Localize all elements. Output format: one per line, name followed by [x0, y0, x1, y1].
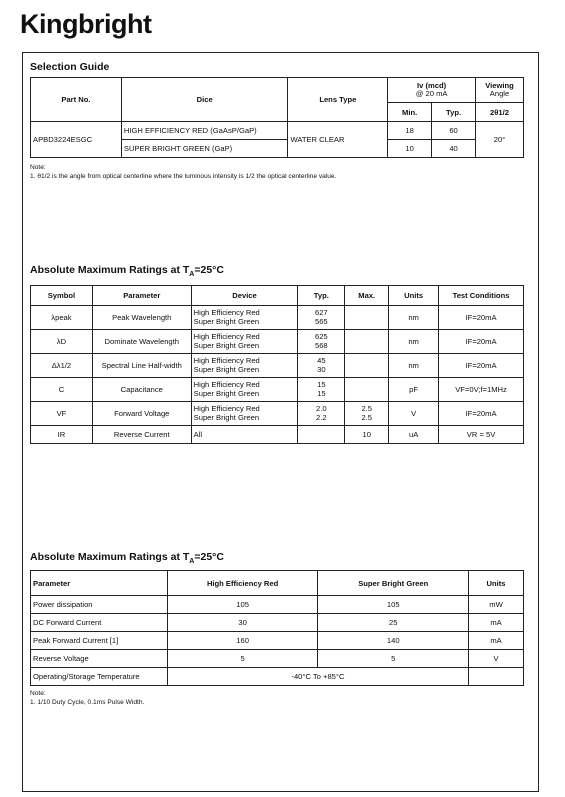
selection-note-text: 1. θ1/2 is the angle from optical centerline where the luminous intensity is 1/2 the optical centerline value.: [30, 173, 337, 180]
rt-hdr-parameter: Parameter: [31, 571, 168, 596]
viewing-angle: 20°: [476, 122, 524, 158]
el-device-1: High Efficiency Red: [193, 332, 260, 341]
el-max: [345, 330, 389, 354]
el-symbol: λpeak: [31, 306, 93, 330]
rt-unit: mW: [469, 596, 524, 614]
hdr-iv-label: Iv (mcd): [417, 80, 447, 90]
el-typ-2: 2.2: [316, 412, 327, 422]
el-cond: IF=20mA: [439, 402, 524, 426]
ratings-title: [30, 551, 224, 565]
el-device-2: Super Bright Green: [193, 364, 260, 374]
ratings-title-pre: Absolute Maximum Ratings at T: [30, 551, 190, 563]
hdr-dice: Dice: [121, 78, 288, 122]
selection-note-label: Note:: [30, 164, 46, 171]
electrical-title: [30, 264, 224, 278]
rt-row: [31, 632, 524, 650]
el-hdr-device: Device: [191, 286, 298, 306]
hdr-min: Min.: [388, 103, 432, 122]
ratings-title-sub: A: [189, 558, 195, 566]
rt-param: DC Forward Current: [31, 614, 168, 632]
el-hdr-parameter: Parameter: [92, 286, 191, 306]
el-device: [191, 378, 298, 402]
rt-temp-param: Operating/Storage Temperature: [31, 668, 168, 686]
el-typ: [298, 402, 345, 426]
el-symbol: Δλ1/2: [31, 354, 93, 378]
rt-row: [31, 596, 524, 614]
el-typ-1: 625: [314, 332, 328, 341]
rt-unit: mA: [469, 632, 524, 650]
el-typ-1: 15: [317, 380, 326, 389]
el-unit: uA: [389, 426, 439, 444]
hdr-typ: Typ.: [432, 103, 476, 122]
el-param: Peak Wavelength: [92, 306, 191, 330]
el-unit: V: [389, 402, 439, 426]
el-symbol: C: [31, 378, 93, 402]
el-max: [345, 354, 389, 378]
el-row: [31, 402, 524, 426]
rt-red: 105: [167, 596, 318, 614]
el-max: 10: [345, 426, 389, 444]
el-typ-2: 30: [317, 364, 326, 374]
el-typ-2: 568: [314, 340, 328, 350]
el-cond: VF=0V;f=1MHz: [439, 378, 524, 402]
rt-unit: mA: [469, 614, 524, 632]
el-typ: [298, 306, 345, 330]
rt-hdr-red: High Efficiency Red: [167, 571, 318, 596]
el-row: [31, 378, 524, 402]
ratings-note-label: Note:: [30, 690, 46, 697]
el-row: [31, 306, 524, 330]
dice-green: SUPER BRIGHT GREEN (GaP): [121, 140, 288, 158]
el-device-1: High Efficiency Red: [193, 380, 260, 389]
el-device: [191, 330, 298, 354]
ratings-note: [30, 689, 524, 707]
el-hdr-conditions: Test Conditions: [439, 286, 524, 306]
rt-row: [31, 614, 524, 632]
dice-red: HIGH EFFICIENCY RED (GaAsP/GaP): [121, 122, 288, 140]
selection-title: Selection Guide: [30, 61, 110, 73]
el-typ-1: 2.0: [316, 404, 327, 413]
rt-hdr-green: Super Bright Green: [318, 571, 469, 596]
selection-table: [30, 77, 524, 158]
electrical-table: [30, 285, 524, 444]
el-param: Reverse Current: [92, 426, 191, 444]
el-symbol: VF: [31, 402, 93, 426]
rt-red: 160: [167, 632, 318, 650]
iv-min-red: 18: [388, 122, 432, 140]
hdr-iv-cond: @ 20 mA: [415, 89, 448, 98]
el-param: Spectral Line Half-width: [92, 354, 191, 378]
el-cond: IF=20mA: [439, 330, 524, 354]
electrical-title-sub: A: [189, 271, 195, 279]
iv-typ-green: 40: [432, 140, 476, 158]
el-max-1: 2.5: [361, 404, 372, 413]
part-number: APBD3224ESGC: [31, 122, 122, 158]
el-hdr-max: Max.: [345, 286, 389, 306]
brand-logo: Kingbright: [20, 9, 152, 39]
selection-note: [30, 163, 524, 181]
el-unit: pF: [389, 378, 439, 402]
el-device-2: Super Bright Green: [193, 340, 260, 350]
rt-red: 30: [167, 614, 318, 632]
hdr-theta: 2θ1/2: [476, 103, 524, 122]
el-device: [191, 306, 298, 330]
el-typ-2: 565: [314, 316, 328, 326]
el-device-1: High Efficiency Red: [193, 404, 260, 413]
hdr-viewing-label: Viewing: [485, 80, 514, 90]
rt-row: [31, 650, 524, 668]
el-unit: nm: [389, 330, 439, 354]
ratings-title-post: =25°C: [194, 551, 224, 563]
electrical-title-pre: Absolute Maximum Ratings at T: [30, 264, 190, 276]
el-typ-2: 15: [317, 388, 326, 398]
el-row: [31, 426, 524, 444]
iv-typ-red: 60: [432, 122, 476, 140]
hdr-lens: Lens Type: [288, 78, 388, 122]
el-unit: nm: [389, 354, 439, 378]
el-cond: IF=20mA: [439, 306, 524, 330]
lens-type: WATER CLEAR: [288, 122, 388, 158]
el-max-2: 2.5: [361, 412, 372, 422]
rt-green: 140: [318, 632, 469, 650]
el-row: [31, 330, 524, 354]
el-device-1: High Efficiency Red: [193, 308, 260, 317]
rt-green: 25: [318, 614, 469, 632]
rt-red: 5: [167, 650, 318, 668]
el-unit: nm: [389, 306, 439, 330]
el-symbol: λD: [31, 330, 93, 354]
el-typ: [298, 426, 345, 444]
hdr-part-no: Part No.: [31, 78, 122, 122]
rt-temp-unit: [469, 668, 524, 686]
el-typ: [298, 378, 345, 402]
el-param: Capacitance: [92, 378, 191, 402]
hdr-viewing: [476, 78, 524, 103]
el-row: [31, 354, 524, 378]
el-param: Dominate Wavelength: [92, 330, 191, 354]
el-cond: IF=20mA: [439, 354, 524, 378]
rt-green: 105: [318, 596, 469, 614]
el-device-2: Super Bright Green: [193, 316, 260, 326]
el-symbol: IR: [31, 426, 93, 444]
hdr-iv: [388, 78, 476, 103]
el-typ-1: 45: [317, 356, 326, 365]
el-max: [345, 402, 389, 426]
electrical-title-post: =25°C: [194, 264, 224, 276]
rt-param: Peak Forward Current [1]: [31, 632, 168, 650]
el-device: [191, 354, 298, 378]
el-device-1: High Efficiency Red: [193, 356, 260, 365]
el-max: [345, 306, 389, 330]
el-hdr-typ: Typ.: [298, 286, 345, 306]
el-hdr-symbol: Symbol: [31, 286, 93, 306]
rt-unit: V: [469, 650, 524, 668]
el-device: All: [191, 426, 298, 444]
el-typ: [298, 330, 345, 354]
rt-green: 5: [318, 650, 469, 668]
rt-hdr-units: Units: [469, 571, 524, 596]
el-device: [191, 402, 298, 426]
rt-temp-value: -40°C To +85°C: [167, 668, 468, 686]
el-typ-1: 627: [314, 308, 328, 317]
el-max: [345, 378, 389, 402]
rt-row: [31, 668, 524, 686]
el-param: Forward Voltage: [92, 402, 191, 426]
el-hdr-units: Units: [389, 286, 439, 306]
rt-param: Power dissipation: [31, 596, 168, 614]
el-cond: VR = 5V: [439, 426, 524, 444]
ratings-note-text: 1. 1/10 Duty Cycle, 0.1ms Pulse Width.: [30, 699, 145, 706]
iv-min-green: 10: [388, 140, 432, 158]
el-typ: [298, 354, 345, 378]
hdr-angle-label: Angle: [489, 89, 510, 98]
rt-param: Reverse Voltage: [31, 650, 168, 668]
el-device-2: Super Bright Green: [193, 412, 260, 422]
el-device-2: Super Bright Green: [193, 388, 260, 398]
ratings-table: [30, 570, 524, 686]
